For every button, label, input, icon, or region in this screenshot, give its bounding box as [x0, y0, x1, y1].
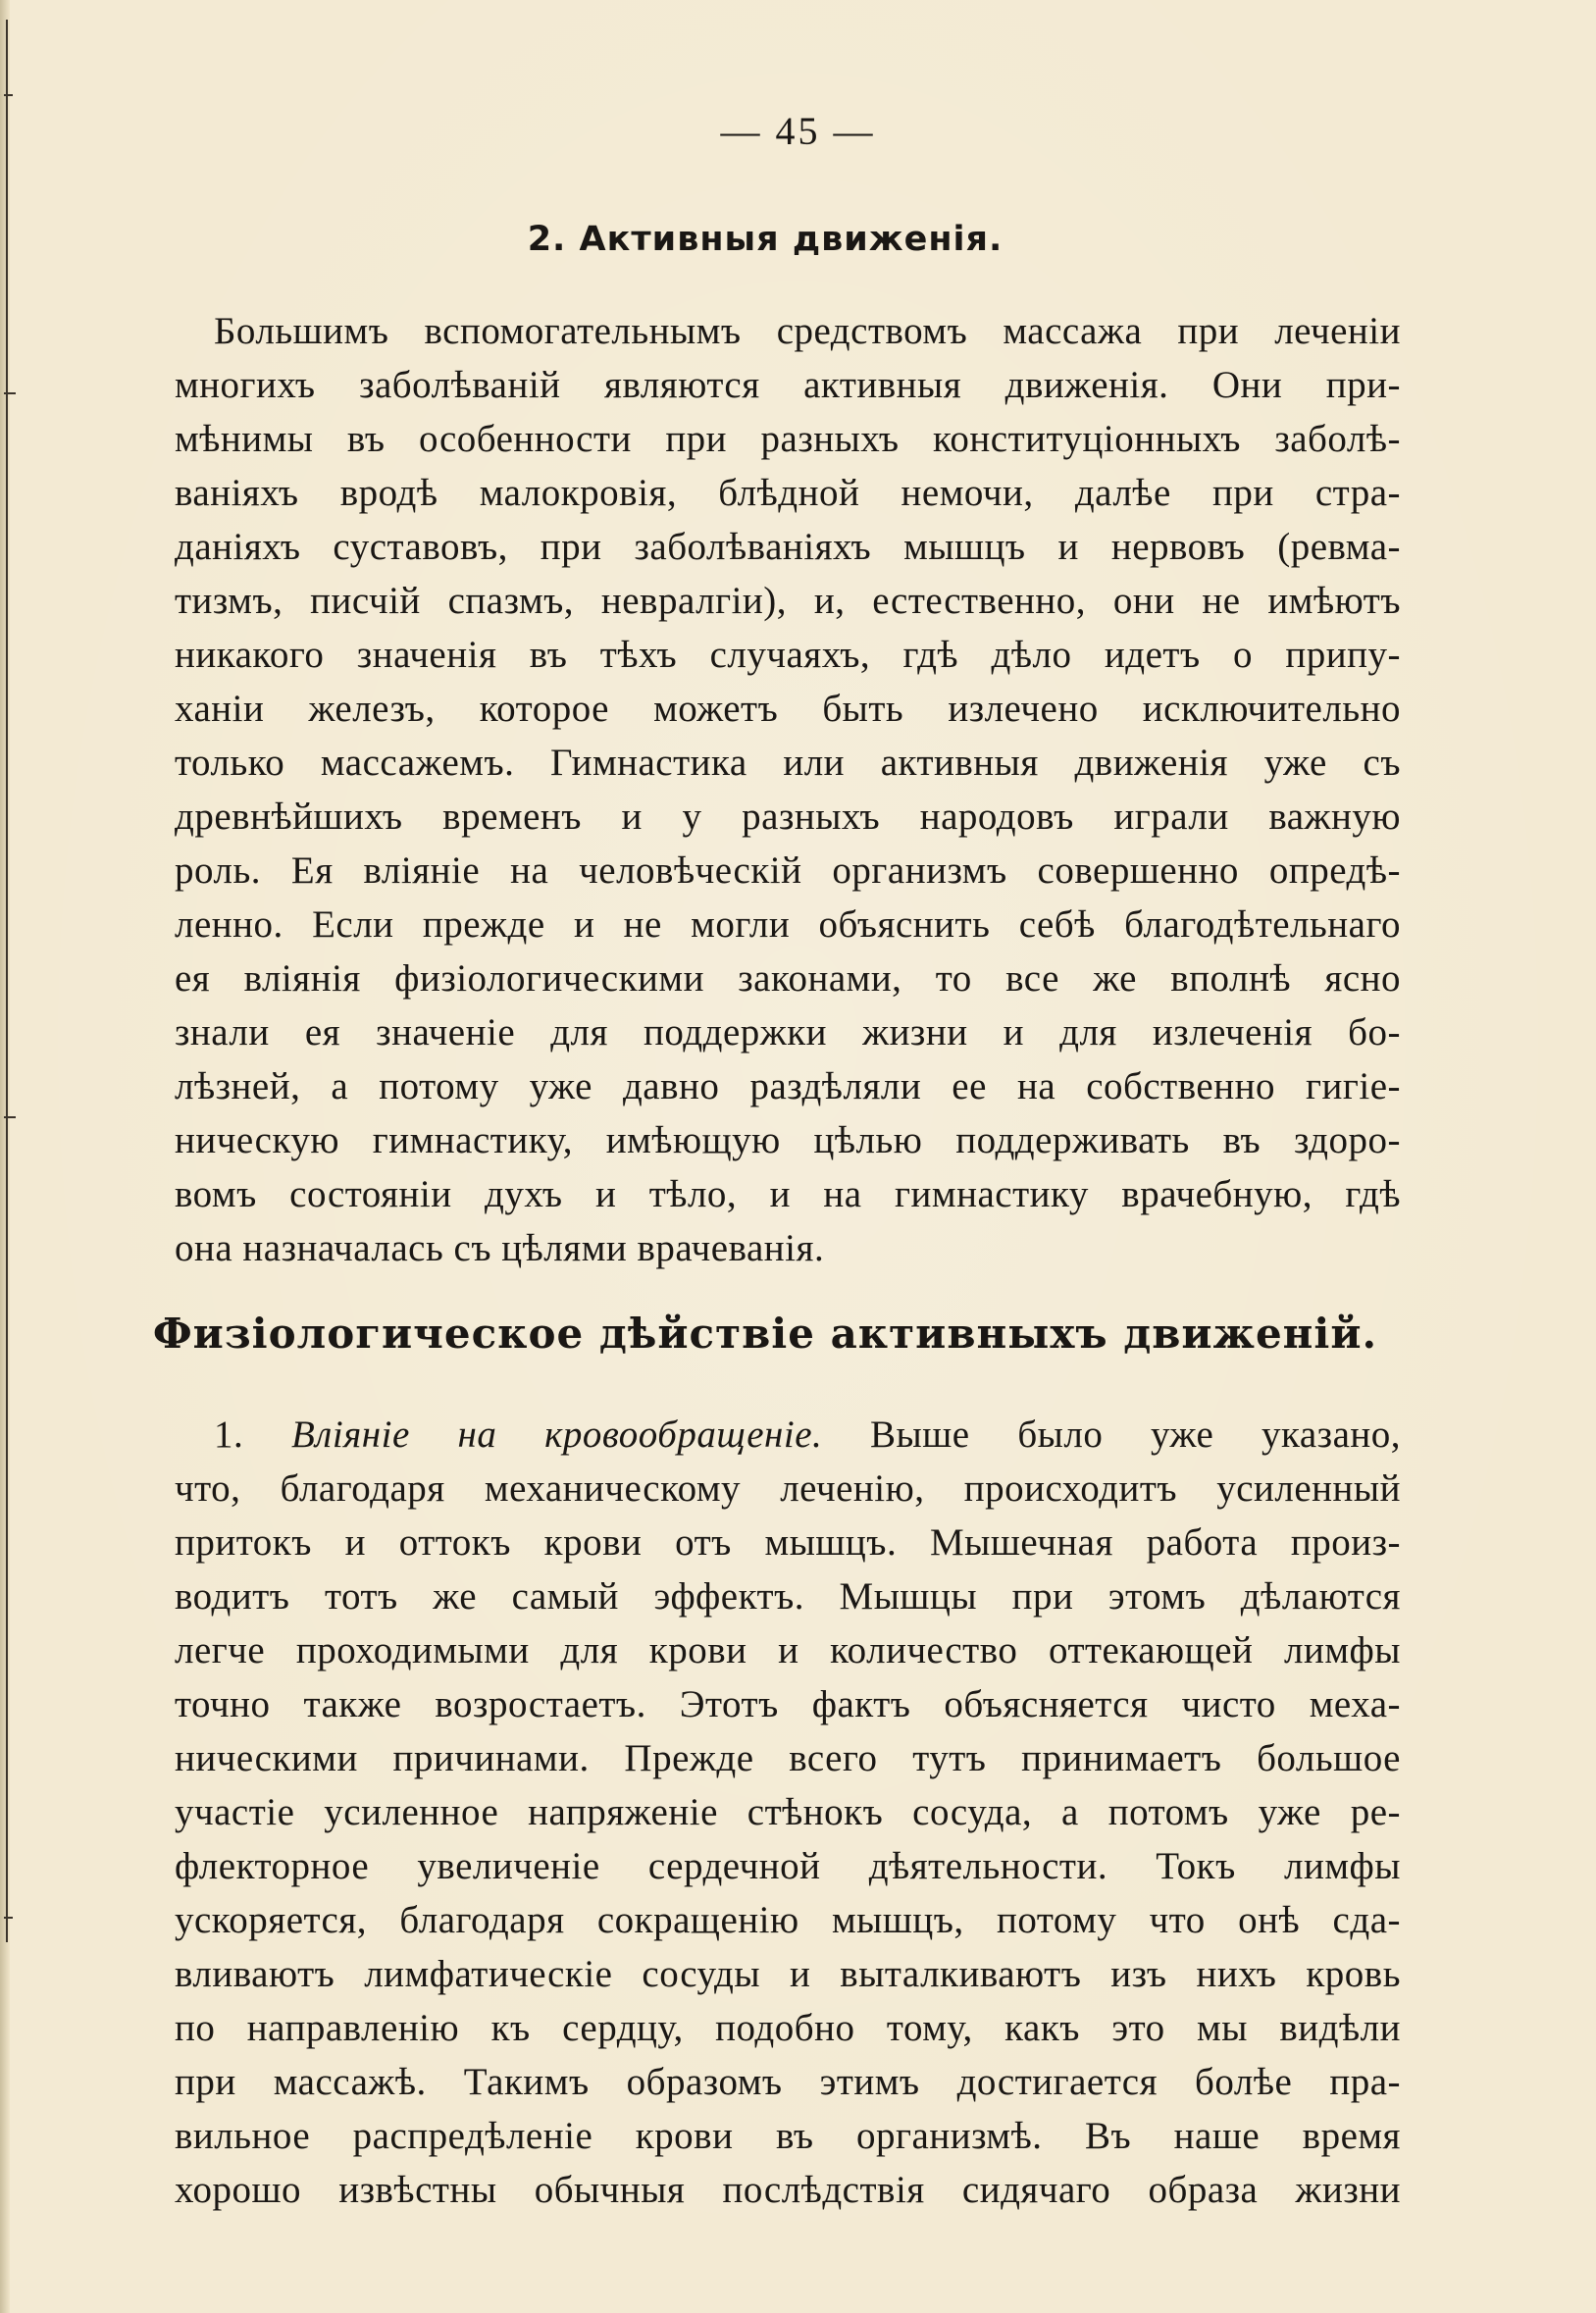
major-heading: Физiологическое дѣйствiе активныхъ движенiй.: [152, 1310, 1378, 1358]
section-heading: 2. Активныя движенія.: [527, 220, 1004, 259]
paragraph-line: она назначалась съ цѣлями врачеванiя.: [175, 1227, 825, 1269]
binding-line: [6, 20, 8, 1942]
paragraph-line: ленно. Если прежде и не могли объяснить себѣ благодѣтельнаго: [175, 903, 1401, 946]
paragraph-line: ея влiянiя физiологическими законами, то все же вполнѣ ясно: [175, 957, 1401, 1000]
page-left-edge: [0, 0, 10, 2313]
paragraph-line: ническими причинами. Прежде всего тутъ принимаетъ большое: [175, 1737, 1401, 1779]
binding-tick: [4, 392, 16, 394]
paragraph-line: водитъ тотъ же самый эффектъ. Мышцы при этомъ дѣлаются: [175, 1575, 1401, 1618]
paragraph-line: только массажемъ. Гимнастика или активныя движенiя уже съ: [175, 742, 1401, 784]
item-number: 1.: [214, 1414, 244, 1456]
paragraph-line: знали ея значенiе для поддержки жизни и для излеченiя бо-: [175, 1011, 1401, 1054]
paragraph-first-line: [175, 1408, 1401, 1462]
italic-subheading: Влiянiе на кровообращенiе.: [290, 1414, 823, 1456]
paragraph-line: Большимъ вспомогательнымъ средствомъ массажа при леченiи: [214, 310, 1401, 352]
paragraph-line: вливаютъ лимфатическiе сосуды и выталкиваютъ изъ нихъ кровь: [175, 1953, 1401, 1995]
paragraph-circulation: [175, 1408, 1401, 2217]
paragraph-line: притокъ и оттокъ крови отъ мышцъ. Мышечная работа произ-: [175, 1521, 1401, 1564]
paragraph-line: данiяхъ суставовъ, при заболѣванiяхъ мышцъ и нервовъ (ревма-: [175, 526, 1401, 568]
paragraph-line: точно также возростаетъ. Этотъ фактъ объясняется чисто меха-: [175, 1683, 1401, 1725]
paragraph-line: вомъ состоянiи духъ и тѣло, и на гимнастику врачебную, гдѣ: [175, 1173, 1401, 1215]
paragraph-line: многихъ заболѣванiй являются активныя движенiя. Они при-: [175, 364, 1401, 406]
paragraph-line: никакого значенiя въ тѣхъ случаяхъ, гдѣ дѣло идетъ о припу-: [175, 634, 1401, 676]
paragraph-line: хорошо извѣстны обычныя послѣдствiя сидячаго образа жизни: [175, 2169, 1401, 2211]
binding-tick: [4, 1917, 13, 1919]
paragraph-line: что, благодаря механическому леченiю, происходитъ усиленный: [175, 1467, 1401, 1510]
paragraph-line: по направленiю къ сердцу, подобно тому, какъ это мы видѣли: [175, 2007, 1401, 2049]
paragraph-line: ническую гимнастику, имѣющую цѣлью поддерживать въ здоро-: [175, 1119, 1401, 1161]
paragraph-line: мѣнимы въ особенности при разныхъ конституцiонныхъ заболѣ-: [175, 418, 1401, 460]
binding-tick: [4, 1116, 16, 1118]
paragraph-line: при массажѣ. Такимъ образомъ этимъ достигается болѣе пра-: [175, 2061, 1401, 2103]
paragraph-line: легче проходимыми для крови и количество оттекающей лимфы: [175, 1629, 1401, 1671]
paragraph-line: вильное распредѣленiе крови въ организмѣ. Въ наше время: [175, 2115, 1401, 2157]
paragraph-line: роль. Ея влiянiе на человѣческiй организмъ совершенно опредѣ-: [175, 849, 1401, 892]
paragraph-active-movements: [175, 304, 1401, 1275]
first-line-rest: Выше было уже указано,: [870, 1414, 1402, 1456]
paragraph-line: ханiи железъ, которое можетъ быть излечено исключительно: [175, 688, 1401, 730]
paragraph-line: тизмъ, писчiй спазмъ, невралгiи), и, естественно, они не имѣютъ: [175, 580, 1401, 622]
paragraph-line: ванiяхъ вродѣ малокровiя, блѣдной немочи, далѣе при стра-: [175, 472, 1401, 514]
page-number: — 45 —: [720, 109, 876, 153]
paragraph-line: ускоряется, благодаря сокращенiю мышцъ, потому что онѣ сда-: [175, 1899, 1401, 1941]
paragraph-line: участiе усиленное напряженiе стѣнокъ сосуда, а потомъ уже ре-: [175, 1791, 1401, 1833]
paragraph-line: флекторное увеличенiе сердечной дѣятельности. Токъ лимфы: [175, 1845, 1401, 1887]
paragraph-line: древнѣйшихъ временъ и у разныхъ народовъ играли важную: [175, 796, 1401, 838]
paragraph-line: лѣзней, а потому уже давно раздѣляли ее на собственно гигiе-: [175, 1065, 1401, 1107]
binding-tick: [4, 94, 13, 96]
